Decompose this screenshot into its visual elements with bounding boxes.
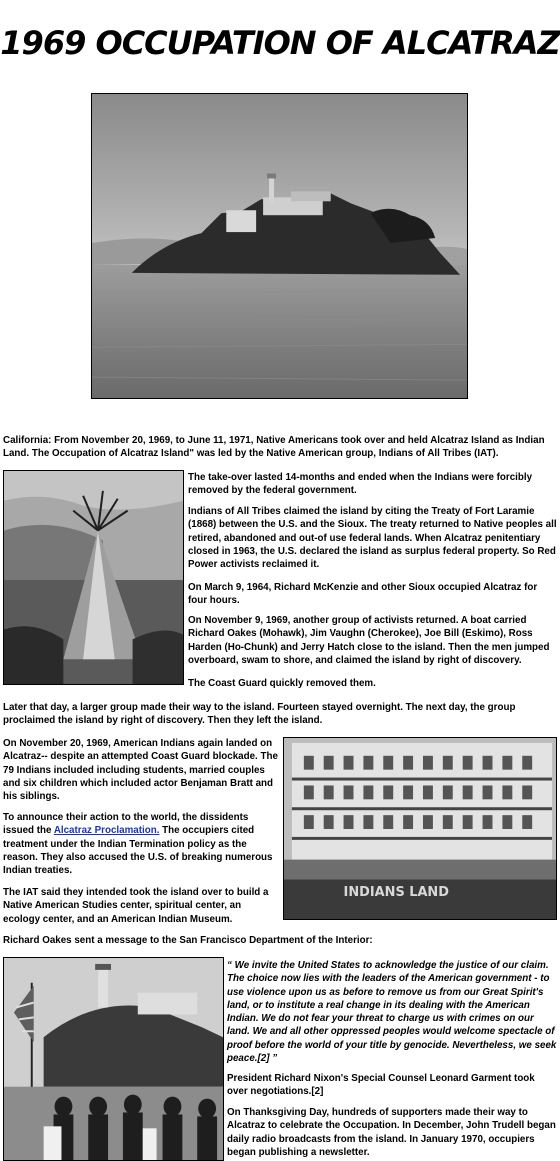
page-title: 1969 OCCUPATION OF ALCATRAZ <box>0 24 560 62</box>
nixon-negotiations-paragraph: President Richard Nixon's Special Counsel Leonard Garment took over negotiations.[2] <box>227 1073 535 1098</box>
november-9-paragraph: On November 9, 1969, another group of activists returned. A boat carried Richard Oakes (Mohawk), Jim Vaughn (Cherokee), Joe Bill (Eskimo), Ross Harden (Ho-Chunk) and Jerry Hatch close to the island. Then the men jumped overboard, swam to shore, and claimed the island by right of discovery. <box>188 615 550 666</box>
cellhouse-indians-land-photo <box>283 737 557 920</box>
occupiers-march-photo <box>3 957 224 1161</box>
intro-paragraph: California: From November 20, 1969, to June 11, 1971, Native Americans took over and held Alcatraz Island as Indian Land. The Occupation of Alcatraz Island" was led by the Native American group, Indians of All Tribes (IAT). <box>3 435 545 460</box>
treaty-paragraph: Indians of All Tribes claimed the island by citing the Treaty of Fort Laramie (1868) between the U.S. and the Sioux. The treaty returned to Native peoples all retired, abandoned and out-of use federal lands. When Alcatraz penitentiary closed in 1963, the U.S. declared the island as surplus federal property. So Red Power activists reclaimed it. <box>188 506 557 571</box>
proclamation-paragraph <box>3 811 279 877</box>
thanksgiving-paragraph: On Thanksgiving Day, hundreds of supporters made their way to Alcatraz to celebrate the Occupation. In December, John Trudell began daily radio broadcasts from the island. In January 1970, occupiers began publishing a newsletter. <box>227 1107 556 1158</box>
iat-intentions-paragraph: The IAT said they intended took the island over to build a Native American Studies center, spiritual center, an ecology center, and an American Indian Museum. <box>3 887 269 925</box>
takeover-paragraph: The take-over lasted 14-months and ended when the Indians were forcibly removed by the federal government. <box>188 472 533 497</box>
proclamation-text-after: The occupiers cited treatment under the Indian Termination policy as the reason. They also accused the U.S. of breaking numerous Indian treaties. <box>3 825 273 877</box>
later-day-paragraph: Later that day, a larger group made their way to the island. Fourteen stayed overnight. The next day, the group proclaimed the island by right of discovery. Then they left the island. <box>3 702 516 727</box>
coast-guard-paragraph: The Coast Guard quickly removed them. <box>188 678 376 689</box>
alcatraz-island-photo <box>91 93 468 399</box>
teepee-photo <box>3 470 184 685</box>
alcatraz-proclamation-link[interactable]: Alcatraz Proclamation. <box>53 825 160 837</box>
indians-land-sign: INDIANS LAND <box>343 885 449 901</box>
proclamation-text-before: To announce their action to the world, the dissidents issued the <box>3 812 249 837</box>
november-20-paragraph: On November 20, 1969, American Indians again landed on Alcatraz-- despite an attempted Coast Guard blockade. The 79 Indians included including students, married couples and six children which included actor Benjaman Bratt and his siblings. <box>3 738 278 803</box>
oakes-quote: “ We invite the United States to acknowledge the justice of our claim. The choice now lies with the leaders of the American government - to use violence upon us as before to remove us from our Great Spirit's land, or to institute a real change in its dealing with the American Indian. We do not fear your threat to charge us with crimes on our land. We and all other oppressed peoples would welcome spectacle of proof before the world of your title by genocide. Nevertheless, we seek peace.[2] ” <box>227 960 557 1065</box>
march-1964-paragraph: On March 9, 1964, Richard McKenzie and other Sioux occupied Alcatraz for four hours. <box>188 582 538 607</box>
message-intro-paragraph: Richard Oakes sent a message to the San Francisco Department of the Interior: <box>3 935 373 946</box>
